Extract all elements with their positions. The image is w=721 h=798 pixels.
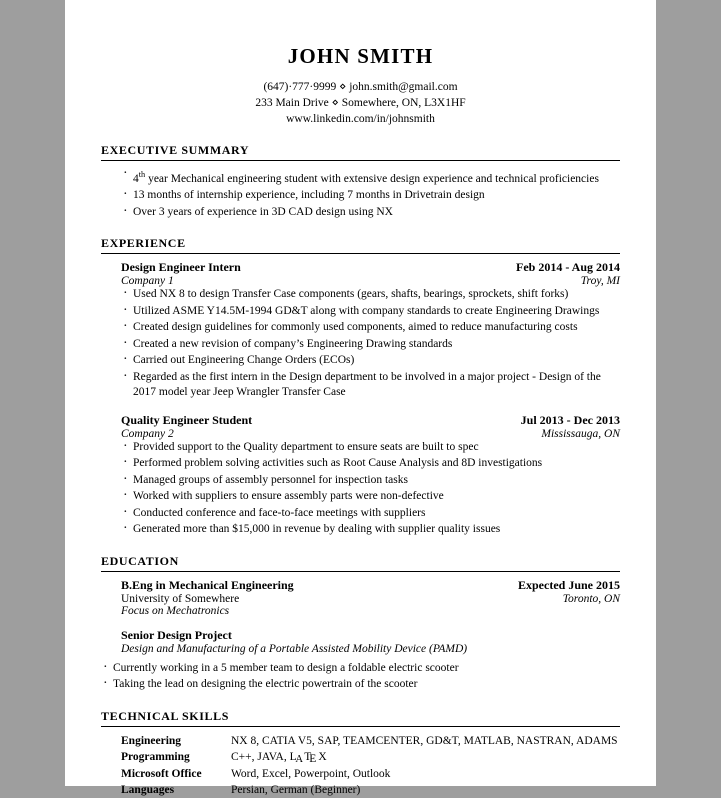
list-item: · Taking the lead on designing the electric powertrain of the scooter bbox=[101, 677, 620, 693]
section-education bbox=[101, 554, 620, 693]
experience-job-1 bbox=[121, 260, 620, 401]
list-item: · 13 months of internship experience, including 7 months in Drivetrain design bbox=[121, 188, 620, 204]
job-subheader-row bbox=[121, 428, 620, 440]
skill-label: Languages bbox=[121, 783, 175, 796]
resume-page bbox=[65, 0, 656, 796]
table-row bbox=[121, 733, 620, 749]
section-title-education: EDUCATION bbox=[101, 554, 620, 572]
list-item: · Created design guidelines for commonly used components, aimed to reduce manufacturing costs bbox=[121, 320, 620, 336]
skills-table bbox=[121, 733, 620, 798]
executive-summary-body bbox=[101, 167, 620, 220]
job-header-row bbox=[121, 260, 620, 275]
degree-title: B.Eng in Mechanical Engineering bbox=[121, 577, 294, 592]
section-experience bbox=[101, 236, 620, 538]
skill-label: Microsoft Office bbox=[121, 767, 202, 780]
job-company: Company 2 bbox=[121, 427, 174, 440]
list-item: · Created a new revision of company’s Engineering Drawing standards bbox=[121, 337, 620, 353]
experience-job-2 bbox=[121, 413, 620, 538]
section-title-technical-skills: TECHNICAL SKILLS bbox=[101, 709, 620, 727]
list-item: · Generated more than $15,000 in revenue by dealing with supplier quality issues bbox=[121, 522, 620, 538]
project-subtitle: Design and Manufacturing of a Portable Assisted Mobility Device (PAMD) bbox=[121, 642, 468, 655]
list-item: · Conducted conference and face-to-face meetings with suppliers bbox=[121, 506, 620, 522]
job-company: Company 1 bbox=[121, 275, 174, 288]
section-title-executive-summary: EXECUTIVE SUMMARY bbox=[101, 143, 620, 161]
list-item: · Carried out Engineering Change Orders (ECOs) bbox=[121, 353, 620, 369]
executive-summary-bullets bbox=[121, 167, 620, 220]
list-item: · Worked with suppliers to ensure assembly parts were non-defective bbox=[121, 489, 620, 505]
skill-value: NX 8, CATIA V5, SAP, TEAMCENTER, GD&T, MATLAB, NASTRAN, ADAMS bbox=[231, 734, 618, 747]
skill-value: Word, Excel, Powerpoint, Outlook bbox=[231, 767, 391, 780]
list-item: · Used NX 8 to design Transfer Case components (gears, shafts, bearings, sprockets, shift forks) bbox=[121, 287, 620, 303]
technical-skills-body bbox=[101, 733, 620, 798]
table-row bbox=[121, 782, 620, 798]
job-header-row bbox=[121, 413, 620, 428]
project-title: Senior Design Project bbox=[121, 627, 232, 642]
list-item: · Currently working in a 5 member team to design a foldable electric scooter bbox=[101, 661, 620, 677]
job-title: Design Engineer Intern bbox=[121, 260, 241, 275]
experience-body bbox=[101, 260, 620, 538]
list-item: · Managed groups of assembly personnel for inspection tasks bbox=[121, 473, 620, 489]
list-item: · Provided support to the Quality department to ensure seats are built to spec bbox=[121, 440, 620, 456]
school-location: Toronto, ON bbox=[562, 592, 620, 605]
skill-label: Programming bbox=[121, 750, 190, 763]
job-title: Quality Engineer Student bbox=[121, 412, 253, 427]
table-row bbox=[121, 749, 620, 766]
candidate-name: JOHN SMITH bbox=[287, 44, 434, 68]
section-executive-summary bbox=[101, 143, 620, 220]
bullet-text-1: 4th year Mechanical engineering student with extensive design experience and technical proficiencies bbox=[133, 170, 599, 185]
section-technical-skills bbox=[101, 709, 620, 798]
list-item: · Performed problem solving activities such as Root Cause Analysis and 8D investigations bbox=[121, 456, 620, 472]
list-item bbox=[121, 167, 620, 187]
list-item: · Regarded as the first intern in the Design department to be involved in a major project - Design of the 2017 model year Jeep Wrangler Transfer Case bbox=[121, 370, 620, 401]
project-bullets bbox=[101, 661, 620, 693]
education-focus: Focus on Mechatronics bbox=[121, 604, 230, 617]
education-degree-block bbox=[121, 578, 620, 617]
list-item: · Utilized ASME Y14.5M-1994 GD&T along with company standards to create Engineering Drawings bbox=[121, 304, 620, 320]
latex-logo: LATE X bbox=[289, 750, 327, 766]
job-location: Troy, MI bbox=[580, 275, 620, 288]
school-row bbox=[121, 593, 620, 605]
degree-dates: Expected June 2015 bbox=[518, 577, 620, 592]
skill-value: C++, JAVA, LATE X bbox=[231, 750, 327, 766]
job-bullets bbox=[121, 440, 620, 538]
contact-address: 233 Main Drive ⋄ Somewhere, ON, L3X1HF bbox=[255, 97, 466, 109]
job-bullets bbox=[121, 287, 620, 401]
senior-design-project-block bbox=[121, 628, 620, 655]
education-body bbox=[101, 578, 620, 655]
list-item: · Over 3 years of experience in 3D CAD design using NX bbox=[121, 205, 620, 221]
school-name: University of Somewhere bbox=[121, 592, 240, 605]
degree-header-row bbox=[121, 578, 620, 593]
contact-linkedin: www.linkedin.com/in/johnsmith bbox=[286, 113, 435, 125]
table-row bbox=[121, 766, 620, 782]
job-subheader-row bbox=[121, 275, 620, 287]
skill-label: Engineering bbox=[121, 734, 182, 747]
job-dates: Jul 2013 - Dec 2013 bbox=[520, 412, 620, 427]
job-dates: Feb 2014 - Aug 2014 bbox=[515, 260, 620, 275]
contact-phone-email: (647)·777·9999 ⋄ john.smith@gmail.com bbox=[263, 81, 458, 93]
section-title-experience: EXPERIENCE bbox=[101, 236, 620, 254]
skill-value: Persian, German (Beginner) bbox=[231, 783, 361, 796]
job-location: Mississauga, ON bbox=[541, 427, 620, 440]
